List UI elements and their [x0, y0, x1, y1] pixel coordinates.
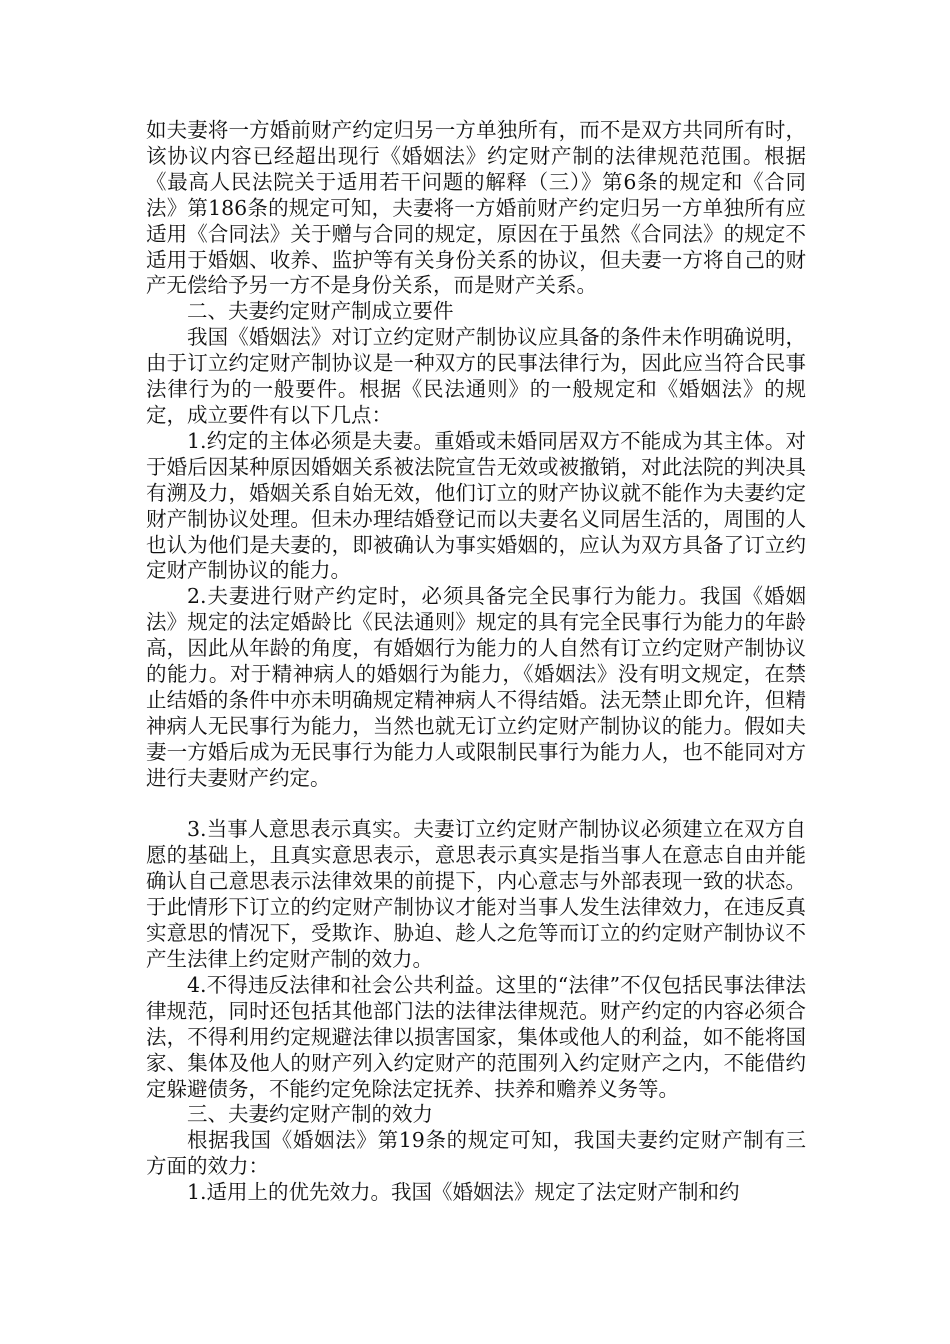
- paragraph-requirements-intro: 我国《婚姻法》对订立约定财产制协议应具备的条件未作明确说明，由于订立约定财产制协议是一种双方的民事法律行为，因此应当符合民事法律行为的一般要件。根据《民法通则》的一般规定和《婚姻法》的规定，成立要件有以下几点：: [146, 325, 806, 427]
- document-body: [146, 118, 806, 1206]
- paragraph-effects-intro: 根据我国《婚姻法》第19条的规定可知，我国夫妻约定财产制有三方面的效力：: [146, 1128, 806, 1179]
- section-heading-formation-requirements: 二、夫妻约定财产制成立要件: [187, 299, 454, 324]
- paragraph-continuation: 如夫妻将一方婚前财产约定归另一方单独所有，而不是双方共同所有时，该协议内容已经超出现行《婚姻法》约定财产制的法律规范范围。根据《最高人民法院关于适用若干问题的解释（三）》第6条的规定和《合同法》第186条的规定可知，夫妻将一方婚前财产约定归另一方单独所有应适用《合同法》关于赠与合同的规定，原因在于虽然《合同法》的规定不适用于婚姻、收养、监护等有关身份关系的协议，但夫妻一方将自己的财产无偿给予另一方不是身份关系，而是财产关系。: [146, 118, 806, 298]
- paragraph-requirement-3: 3.当事人意思表示真实。夫妻订立约定财产制协议必须建立在双方自愿的基础上，且真实意思表示，意思表示真实是指当事人在意志自由并能确认自己意思表示法律效果的前提下，内心意志与外部表现一致的状态。于此情形下订立的约定财产制协议才能对当事人发生法律效力，在违反真实意思的情况下，受欺诈、胁迫、趁人之危等而订立的约定财产制协议不产生法律上约定财产制的效力。: [146, 817, 806, 971]
- paragraph-requirement-1: 1.约定的主体必须是夫妻。重婚或未婚同居双方不能成为其主体。对于婚后因某种原因婚姻关系被法院宣告无效或被撤销，对此法院的判决具有溯及力，婚姻关系自始无效，他们订立的财产协议就不能作为夫妻约定财产制协议处理。但未办理结婚登记而以夫妻名义同居生活的，周围的人也认为他们是夫妻的，即被确认为事实婚姻的，应认为双方具备了订立约定财产制协议的能力。: [146, 428, 806, 583]
- paragraph-requirement-4: 4.不得违反法律和社会公共利益。这里的“法律”不仅包括民事法律法律规范，同时还包括其他部门法的法律法律规范。财产约定的内容必须合法，不得利用约定规避法律以损害国家，集体或他人的利益，如不能将国家、集体及他人的财产列入约定财产的范围列入约定财产之内，不能借约定躲避债务，不能约定免除法定抚养、扶养和赡养义务等。: [146, 972, 806, 1101]
- section-heading-effects: 三、夫妻约定财产制的效力: [187, 1102, 433, 1127]
- paragraph-requirement-2: 2.夫妻进行财产约定时，必须具备完全民事行为能力。我国《婚姻法》规定的法定婚龄比《民法通则》规定的具有完全民事行为能力的年龄高，因此从年龄的角度，有婚姻行为能力的人自然有订立约定财产制协议的能力。对于精神病人的婚姻行为能力，《婚姻法》没有明文规定，在禁止结婚的条件中亦未明确规定精神病人不得结婚。法无禁止即允许，但精神病人无民事行为能力，当然也就无订立约定财产制协议的能力。假如夫妻一方婚后成为无民事行为能力人或限制民事行为能力人，也不能同对方进行夫妻财产约定。: [146, 584, 806, 790]
- paragraph-effect-1: 1.适用上的优先效力。我国《婚姻法》规定了法定财产制和约: [187, 1180, 740, 1205]
